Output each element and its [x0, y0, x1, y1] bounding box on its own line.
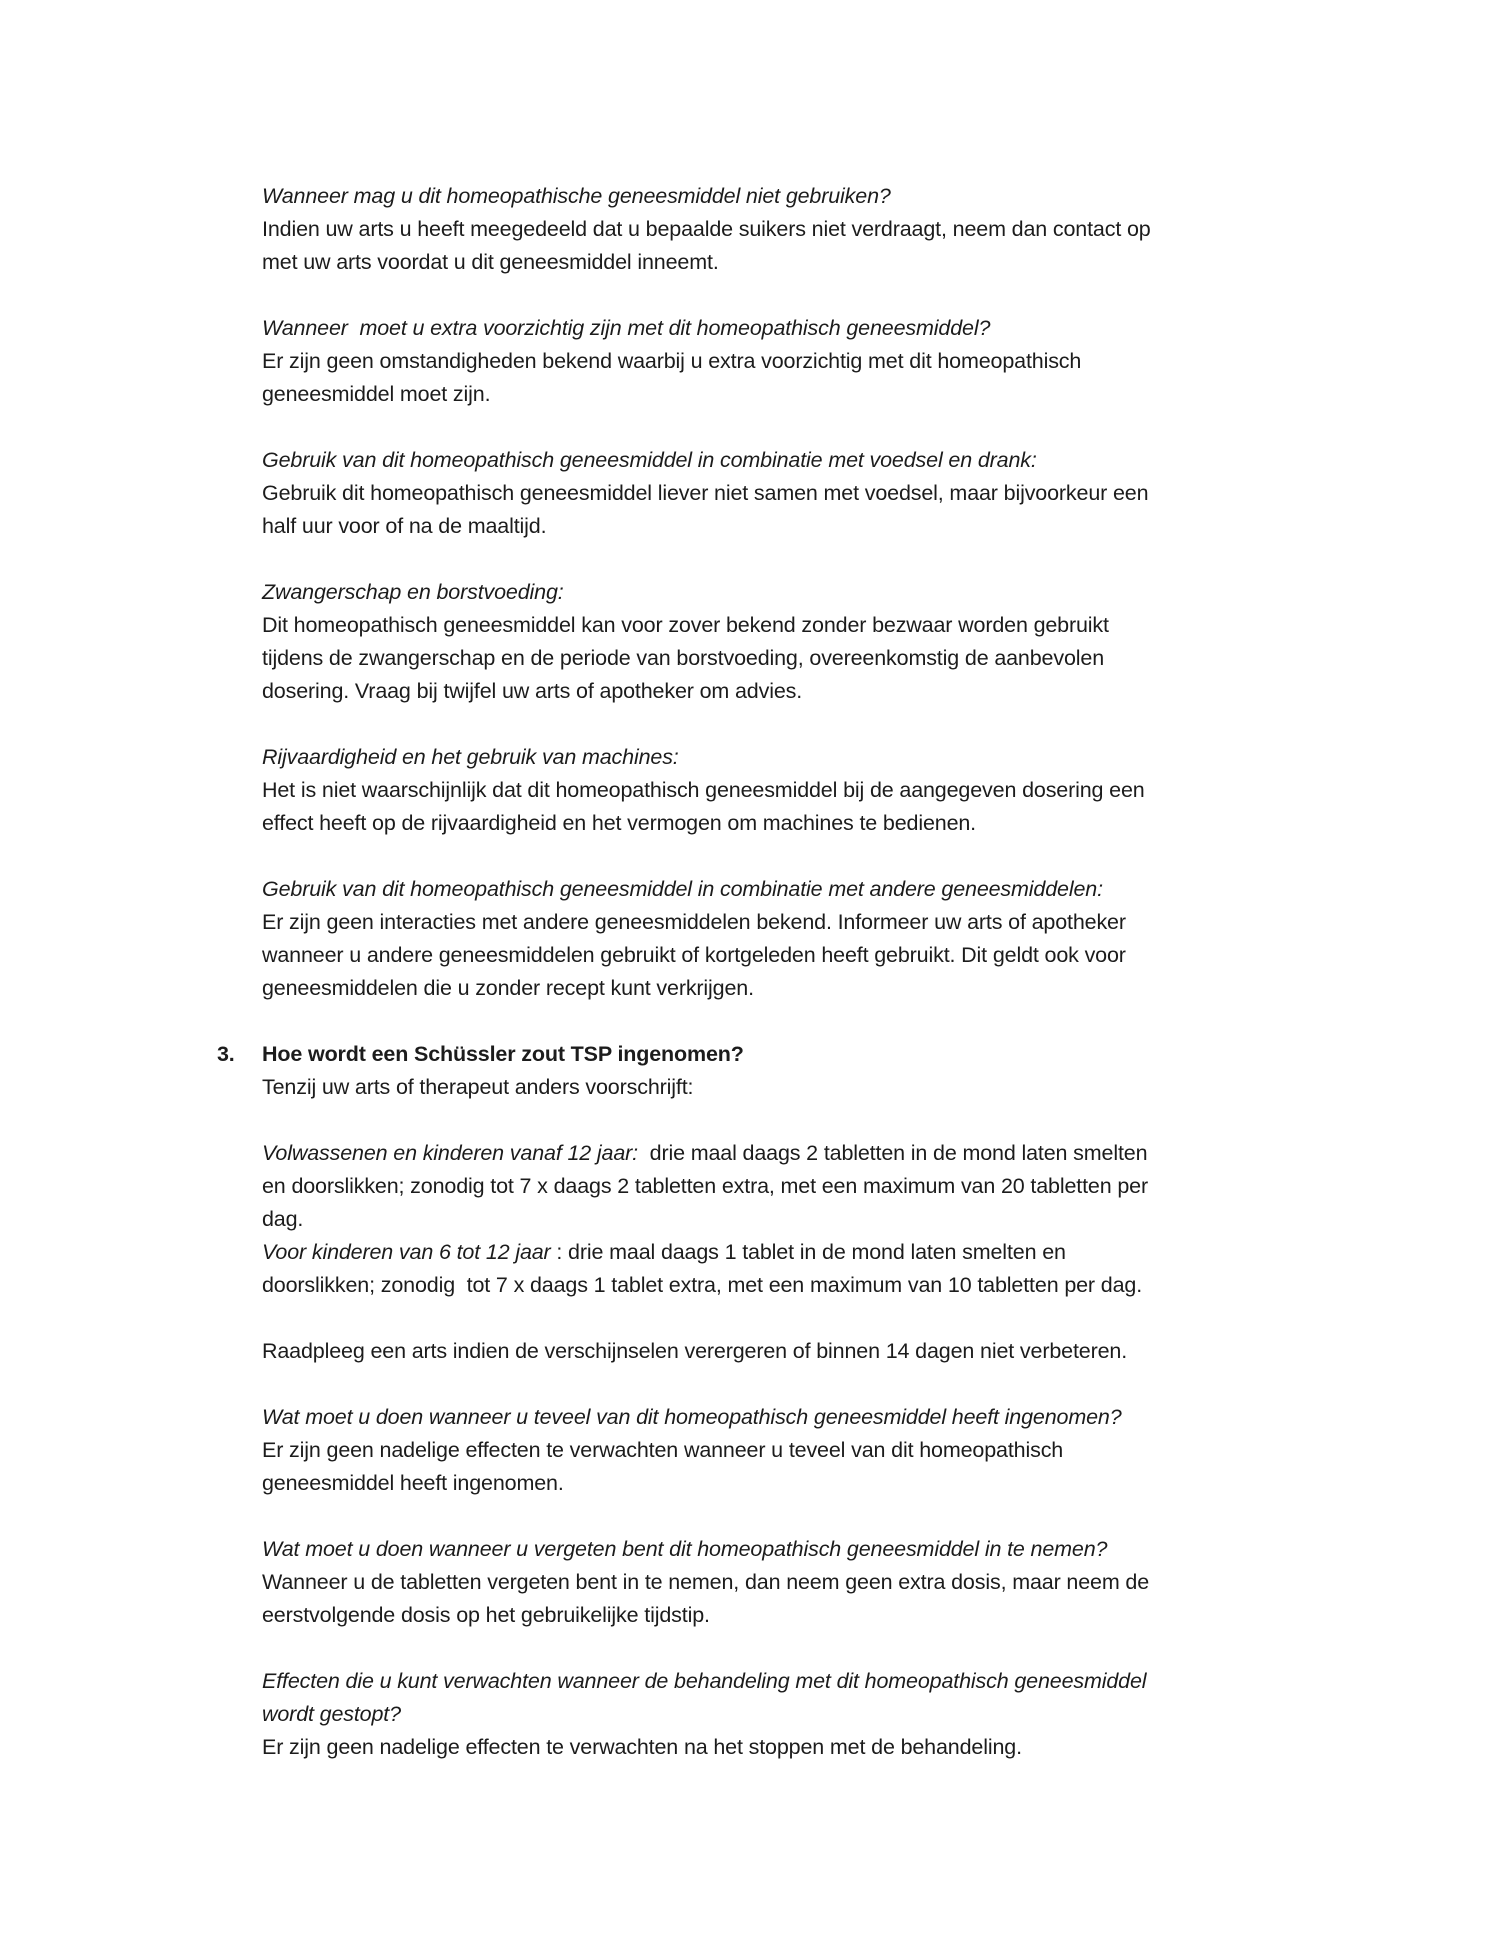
- text-run: Er zijn geen nadelige effecten te verwachten na het stoppen met de behandeling.: [262, 1735, 1022, 1759]
- text-line: [262, 972, 1312, 1005]
- text-line: [262, 1599, 1312, 1632]
- text-run: geneesmiddelen die u zonder recept kunt verkrijgen.: [262, 976, 754, 1000]
- text-run: tijdens de zwangerschap en de periode van borstvoeding, overeenkomstig de aanbevolen: [262, 646, 1105, 670]
- text-run: : drie maal daags 1 tablet in de mond laten smelten en: [550, 1240, 1066, 1264]
- text-run: met uw arts voordat u dit geneesmiddel inneemt.: [262, 250, 719, 274]
- bold-text-run: Hoe wordt een Schüssler zout TSP ingenomen?: [262, 1042, 744, 1066]
- text-line: [262, 1071, 1312, 1104]
- text-line: [262, 180, 1312, 213]
- blank-line: [262, 279, 1312, 312]
- text-line: [262, 1203, 1312, 1236]
- paragraph: [262, 741, 1312, 840]
- italic-text-run: Voor kinderen van 6 tot 12 jaar: [262, 1240, 551, 1264]
- text-run: geneesmiddel moet zijn.: [262, 382, 491, 406]
- blank-line: [262, 1632, 1312, 1665]
- text-line: [262, 246, 1312, 279]
- text-run: Tenzij uw arts of therapeut anders voorschrijft:: [262, 1075, 694, 1099]
- text-line: [262, 1698, 1312, 1731]
- paragraph: [262, 1335, 1312, 1368]
- text-line: [262, 1533, 1312, 1566]
- list-number: 3.: [217, 1042, 235, 1066]
- blank-line: [262, 1500, 1312, 1533]
- text-run: eerstvolgende dosis op het gebruikelijke tijdstip.: [262, 1603, 710, 1627]
- text-line: [262, 1038, 1312, 1071]
- text-line: [262, 939, 1312, 972]
- text-run: dosering. Vraag bij twijfel uw arts of apotheker om advies.: [262, 679, 803, 703]
- text-run: half uur voor of na de maaltijd.: [262, 514, 547, 538]
- italic-text-run: Wat moet u doen wanneer u teveel van dit homeopathisch geneesmiddel heeft ingenomen?: [262, 1405, 1122, 1429]
- text-line: [262, 213, 1312, 246]
- blank-line: [262, 411, 1312, 444]
- blank-line: [262, 543, 1312, 576]
- text-line: [262, 477, 1312, 510]
- text-line: [262, 1731, 1312, 1764]
- text-line: [262, 675, 1312, 708]
- text-line: [262, 312, 1312, 345]
- text-line: [262, 1467, 1312, 1500]
- italic-text-run: Volwassenen en kinderen vanaf 12 jaar:: [262, 1141, 638, 1165]
- blank-line: [262, 1302, 1312, 1335]
- text-run: Gebruik dit homeopathisch geneesmiddel liever niet samen met voedsel, maar bijvoorkeur een: [262, 481, 1149, 505]
- blank-line: [262, 1104, 1312, 1137]
- text-run: dag.: [262, 1207, 304, 1231]
- text-run: Er zijn geen interacties met andere geneesmiddelen bekend. Informeer uw arts of apotheker: [262, 910, 1126, 934]
- text-run: geneesmiddel heeft ingenomen.: [262, 1471, 564, 1495]
- text-line: [262, 774, 1312, 807]
- numbered-section: [217, 1038, 1312, 1104]
- text-line: [262, 807, 1312, 840]
- text-run: Er zijn geen omstandigheden bekend waarbij u extra voorzichtig met dit homeopathisch: [262, 349, 1082, 373]
- text-line: [262, 378, 1312, 411]
- text-line: [262, 1401, 1312, 1434]
- italic-text-run: Wat moet u doen wanneer u vergeten bent dit homeopathisch geneesmiddel in te nemen?: [262, 1537, 1108, 1561]
- italic-text-run: Gebruik van dit homeopathisch geneesmiddel in combinatie met andere geneesmiddelen:: [262, 877, 1103, 901]
- paragraph: [262, 444, 1312, 543]
- paragraph: [262, 1137, 1312, 1302]
- text-run: effect heeft op de rijvaardigheid en het vermogen om machines te bedienen.: [262, 811, 977, 835]
- text-run: Er zijn geen nadelige effecten te verwachten wanneer u teveel van dit homeopathisch: [262, 1438, 1064, 1462]
- italic-text-run: Zwangerschap en borstvoeding:: [262, 580, 564, 604]
- text-run: Het is niet waarschijnlijk dat dit homeopathisch geneesmiddel bij de aangegeven dosering een: [262, 778, 1145, 802]
- text-line: [262, 1434, 1312, 1467]
- paragraph: [262, 312, 1312, 411]
- text-run: Dit homeopathisch geneesmiddel kan voor zover bekend zonder bezwaar worden gebruikt: [262, 613, 1109, 637]
- text-line: [262, 1665, 1312, 1698]
- italic-text-run: Effecten die u kunt verwachten wanneer de behandeling met dit homeopathisch geneesmiddel: [262, 1669, 1147, 1693]
- text-run: doorslikken; zonodig tot 7 x daags 1 tablet extra, met een maximum van 10 tabletten per dag.: [262, 1273, 1143, 1297]
- italic-text-run: Wanneer mag u dit homeopathische geneesmiddel niet gebruiken?: [262, 184, 891, 208]
- document-body: [217, 180, 1312, 1764]
- text-line: [262, 1236, 1312, 1269]
- paragraph: [262, 180, 1312, 279]
- text-run: Indien uw arts u heeft meegedeeld dat u bepaalde suikers niet verdraagt, neem dan contact op: [262, 217, 1151, 241]
- blank-line: [262, 1368, 1312, 1401]
- italic-text-run: Rijvaardigheid en het gebruik van machines:: [262, 745, 679, 769]
- text-line: [262, 906, 1312, 939]
- italic-text-run: wordt gestopt?: [262, 1702, 401, 1726]
- text-run: wanneer u andere geneesmiddelen gebruikt of kortgeleden heeft gebruikt. Dit geldt ook voor: [262, 943, 1126, 967]
- text-line: [262, 609, 1312, 642]
- text-line: [262, 345, 1312, 378]
- text-line: [262, 642, 1312, 675]
- blank-line: [262, 1005, 1312, 1038]
- italic-text-run: Wanneer moet u extra voorzichtig zijn met dit homeopathisch geneesmiddel?: [262, 316, 991, 340]
- text-line: [262, 576, 1312, 609]
- text-line: [262, 1137, 1312, 1170]
- italic-text-run: Gebruik van dit homeopathisch geneesmiddel in combinatie met voedsel en drank:: [262, 448, 1037, 472]
- text-line: [262, 510, 1312, 543]
- text-run: Raadpleeg een arts indien de verschijnselen verergeren of binnen 14 dagen niet verbeteren.: [262, 1339, 1128, 1363]
- text-line: [262, 444, 1312, 477]
- text-line: [262, 741, 1312, 774]
- paragraph: [262, 1533, 1312, 1632]
- paragraph: [262, 1401, 1312, 1500]
- blank-line: [262, 708, 1312, 741]
- text-line: [262, 1269, 1312, 1302]
- text-line: [262, 873, 1312, 906]
- paragraph: [262, 873, 1312, 1005]
- blank-line: [262, 840, 1312, 873]
- paragraph: [262, 576, 1312, 708]
- text-run: Wanneer u de tabletten vergeten bent in te nemen, dan neem geen extra dosis, maar neem de: [262, 1570, 1150, 1594]
- text-line: [262, 1170, 1312, 1203]
- text-line: [262, 1335, 1312, 1368]
- paragraph: [262, 1665, 1312, 1764]
- text-run: drie maal daags 2 tabletten in de mond laten smelten: [637, 1141, 1148, 1165]
- text-line: [262, 1566, 1312, 1599]
- text-run: en doorslikken; zonodig tot 7 x daags 2 tabletten extra, met een maximum van 20 tabletten per: [262, 1174, 1148, 1198]
